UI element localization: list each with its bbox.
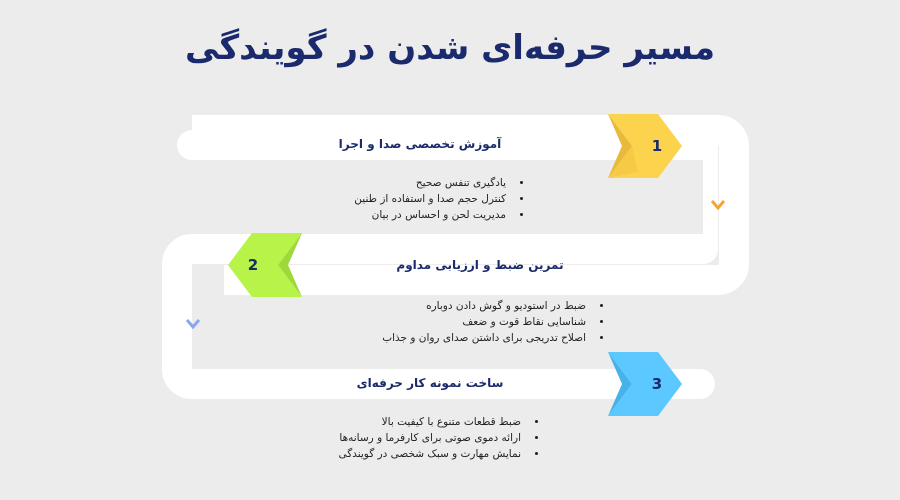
step-2-bullets — [345, 298, 606, 346]
step-1-title: آموزش تخصصی صدا و اجرا — [338, 137, 502, 151]
page-title: مسیر حرفه‌ای شدن در گویندگی — [184, 28, 716, 68]
chevron-down-icon — [711, 199, 725, 211]
step-2-title: تمرین ضبط و ارزیابی مداوم — [396, 258, 564, 272]
step-2-number: 2 — [247, 256, 259, 274]
step-3-title: ساخت نمونه کار حرفه‌ای — [356, 376, 504, 390]
list-item: • مدیریت لحن و احساس در بیان — [350, 207, 510, 223]
list-item: • کنترل حجم صدا و استفاده از طنین — [350, 191, 510, 207]
list-item: • اصلاح تدریجی برای داشتن صدای روان و جذاب — [345, 330, 590, 346]
step-1-bullets — [350, 175, 526, 223]
list-item: • شناسایی نقاط قوت و ضعف — [345, 314, 590, 330]
chevron-down-icon — [186, 318, 200, 330]
list-item: • ارائه دموی صوتی برای کارفرما و رسانه‌ها — [300, 430, 525, 446]
step-2-badge — [228, 233, 302, 297]
step-3-badge — [608, 352, 682, 416]
step-1-badge — [608, 114, 682, 178]
list-item: • ضبط قطعات متنوع با کیفیت بالا — [300, 414, 525, 430]
step-3-number: 3 — [651, 375, 663, 393]
list-item: • نمایش مهارت و سبک شخصی در گویندگی — [300, 446, 525, 462]
list-item: • ضبط در استودیو و گوش دادن دوباره — [345, 298, 590, 314]
list-item: • یادگیری تنفس صحیح — [350, 175, 510, 191]
step-3-bullets — [300, 414, 541, 462]
step-1-number: 1 — [651, 137, 663, 155]
